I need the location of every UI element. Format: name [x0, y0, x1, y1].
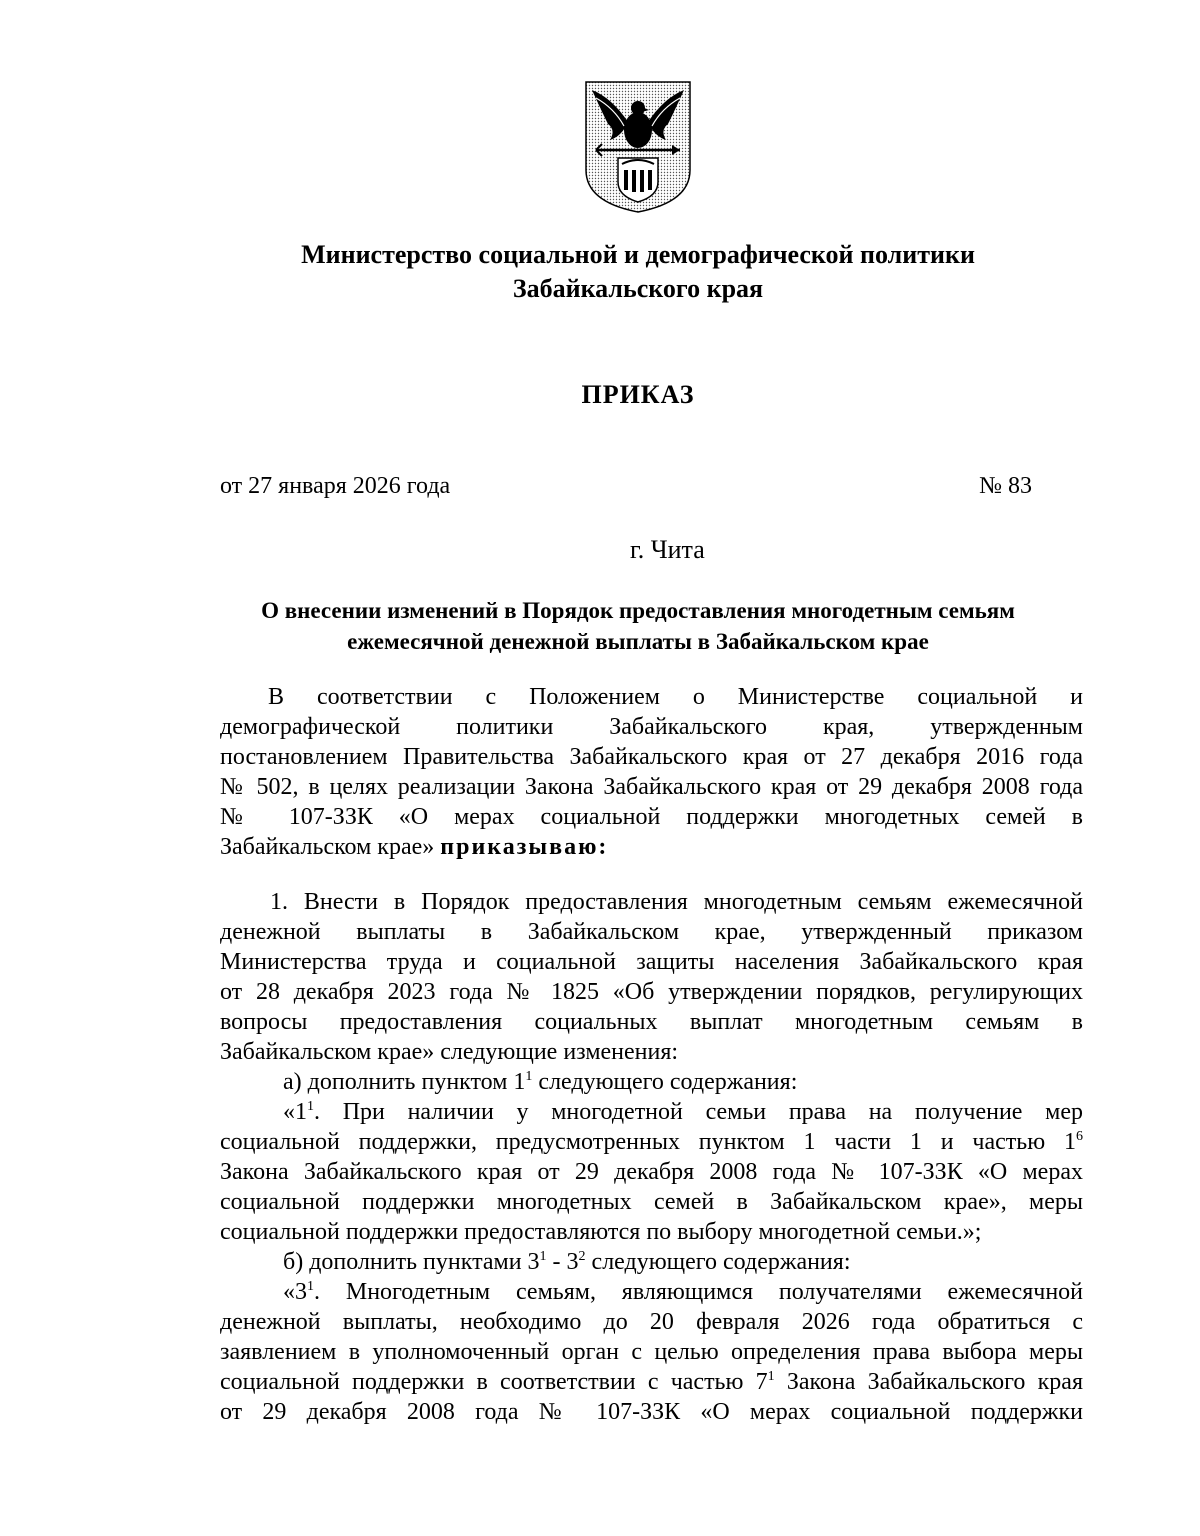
- sub-a-line: социальной поддержки предоставляются по выбору многодетной семьи.»;: [220, 1219, 982, 1245]
- document-date: от 27 января 2026 года: [220, 473, 451, 499]
- item1-line: от 28 декабря 2023 года № 1825 «Об утверждении порядков, регулирующих: [220, 979, 1083, 1005]
- subject-line1: О внесении изменений в Порядок предоставления многодетным семьям: [261, 598, 1015, 623]
- preamble-line: № 107-ЗЗК «О мерах социальной поддержки многодетных семей в: [220, 804, 1083, 830]
- preamble-last-text: Забайкальском крае»: [220, 834, 435, 860]
- ministry-name-line2: Забайкальского края: [512, 274, 764, 303]
- sub-a-line: Закона Забайкальского края от 29 декабря 2008 года № 107-ЗЗК «О мерах: [220, 1159, 1083, 1185]
- preamble-line: В соответствии с Положением о Министерстве социальной и: [268, 684, 1083, 710]
- sub-b-line: заявлением в уполномоченный орган с целью определения права выбора меры: [220, 1339, 1083, 1365]
- item1-line: Забайкальском крае» следующие изменения:: [220, 1039, 679, 1065]
- coat-of-arms-emblem: [582, 78, 694, 216]
- subject-line2: ежемесячной денежной выплаты в Забайкальском крае: [347, 629, 929, 654]
- document-type: ПРИКАЗ: [581, 380, 695, 409]
- sub-a-line: «$1^1$. При наличии у многодетной семьи права на получение мер: [283, 1099, 1083, 1125]
- sub-b-line: «$3^1$. Многодетным семьям, являющимся получателями ежемесячной: [283, 1279, 1083, 1305]
- sub-b-line: от 29 декабря 2008 года № 107-ЗЗК «О мерах социальной поддержки: [220, 1399, 1083, 1425]
- ministry-name-line1: Министерство социальной и демографической политики: [301, 240, 975, 269]
- preamble-last-line: [220, 832, 1083, 862]
- item1-line: 1. Внести в Порядок предоставления многодетным семьям ежемесячной: [270, 889, 1083, 915]
- sub-b-intro: б) дополнить пунктами $3^1 - 3^2$ следующего содержания:: [283, 1249, 851, 1275]
- item1-line: Министерства труда и социальной защиты населения Забайкальского края: [220, 949, 1083, 975]
- sub-b-line: денежной выплаты, необходимо до 20 февраля 2026 года обратиться с: [220, 1309, 1083, 1335]
- sub-b-line: социальной поддержки в соответствии с частью $7^1$ Закона Забайкальского края: [220, 1369, 1083, 1395]
- document-number: № 83: [979, 473, 1032, 499]
- preamble-line: демографической политики Забайкальского края, утвержденным: [220, 714, 1083, 740]
- item1-line: вопросы предоставления социальных выплат многодетным семьям в: [220, 1009, 1083, 1035]
- preamble-line: № 502, в целях реализации Закона Забайкальского края от 29 декабря 2008 года: [220, 774, 1083, 800]
- sub-a-line: социальной поддержки, предусмотренных пунктом 1 части 1 и частью $1^6$: [220, 1129, 1083, 1155]
- sub-a-intro: а) дополнить пунктом $1^1$ следующего содержания:: [283, 1069, 798, 1095]
- order-word: приказываю:: [440, 834, 609, 860]
- item1-line: денежной выплаты в Забайкальском крае, утвержденный приказом: [220, 919, 1083, 945]
- sub-a-line: социальной поддержки многодетных семей в Забайкальском крае», меры: [220, 1189, 1083, 1215]
- document-city: г. Чита: [630, 535, 705, 564]
- preamble-line: постановлением Правительства Забайкальского края от 27 декабря 2016 года: [220, 744, 1083, 770]
